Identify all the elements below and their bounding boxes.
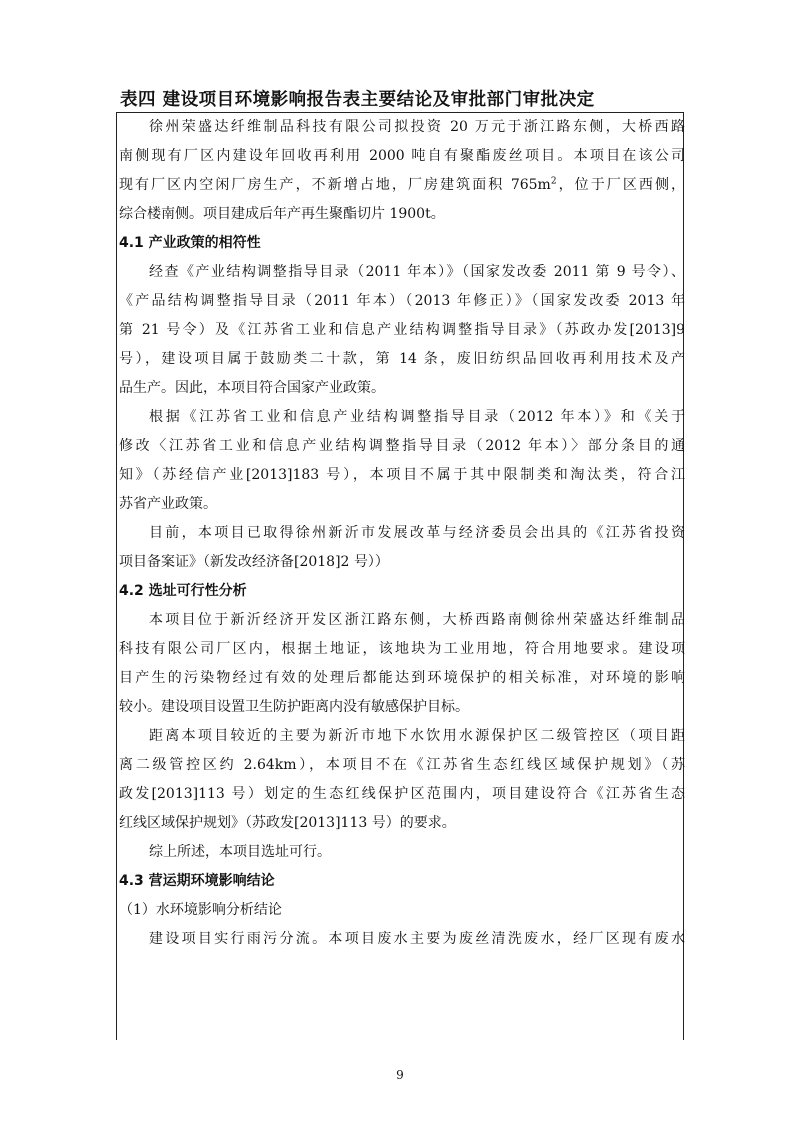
paragraph-line: 目前，本项目已取得徐州新沂市发展改革与经济委员会出具的《江苏省投资 (149, 525, 685, 541)
paragraph-line: 徐州荣盛达纤维制品科技有限公司拟投资 20 万元于浙江路东侧，大桥西路 (149, 119, 685, 135)
section-heading-4-2: 4.2 选址可行性分析 (119, 583, 247, 599)
paragraph-line: 经查《产业结构调整指导目录（2011 年本）》（国家发改委 2011 第 9 号令）、 (149, 264, 685, 280)
table-content (119, 113, 685, 954)
paragraph-line: 目产生的污染物经过有效的处理后都能达到环境保护的相关标准，对环境的影响 (119, 670, 685, 686)
paragraph-line: 苏省产业政策。 (119, 496, 217, 512)
paragraph-line: 建设项目实行雨污分流。本项目废水主要为废丝清洗废水，经厂区现有废水 (149, 931, 685, 947)
section-heading-4-3: 4.3 营运期环境影响结论 (119, 873, 275, 889)
page-number: 9 (396, 1068, 404, 1082)
paragraph-line: 知》（苏经信产业[2013]183 号），本项目不属于其中限制类和淘汰类，符合江 (119, 467, 685, 483)
paragraph-line: 根据《江苏省工业和信息产业结构调整指导目录（2012 年本）》和《关于 (149, 409, 685, 425)
paragraph-line: 现有厂区内空闲厂房生产，不新增占地，厂房建筑面积 $765m^2$，位于厂区西侧， (119, 176, 685, 193)
paragraph-line: 品生产。因此，本项目符合国家产业政策。 (119, 380, 385, 396)
paragraph-line: 红线区域保护规划》（苏政发[2013]113 号）的要求。 (119, 815, 456, 831)
subsection-heading: （1）水环境影响分析结论 (119, 902, 282, 918)
paragraph-line: 号），建设项目属于鼓励类二十款，第 14 条，废旧纺织品回收再利用技术及产 (119, 351, 685, 367)
paragraph-line: 综上所述，本项目选址可行。 (149, 844, 331, 860)
paragraph-line: 科技有限公司厂区内，根据土地证，该地块为工业用地，符合用地要求。建设项 (119, 641, 685, 657)
paragraph-line: 距离本项目较近的主要为新沂市地下水饮用水源保护区二级管控区（项目距 (149, 728, 685, 744)
superscript: 2 (550, 176, 557, 187)
section-title: 表四 建设项目环境影响报告表主要结论及审批部门审批决定 (120, 90, 595, 110)
paragraph-line: 修改〈江苏省工业和信息产业结构调整指导目录（2012 年本）〉部分条目的通 (119, 438, 685, 454)
paragraph-line: 较小。建设项目设置卫生防护距离内没有敏感保护目标。 (119, 699, 469, 715)
paragraph-line: 离二级管控区约 2.64km），本项目不在《江苏省生态红线区域保护规划》（苏 (119, 757, 685, 773)
section-heading-4-1: 4.1 产业政策的相符性 (119, 235, 261, 251)
paragraph-line: 本项目位于新沂经济开发区浙江路东侧，大桥西路南侧徐州荣盛达纤维制品 (149, 612, 685, 628)
paragraph-line: 政发[2013]113 号）划定的生态红线保护区范围内，项目建设符合《江苏省生态 (119, 786, 685, 802)
paragraph-line: 综合楼南侧。项目建成后年产再生聚酯切片 1900t。 (119, 206, 445, 222)
paragraph-line: 《产品结构调整指导目录（2011 年本）（2013 年修正）》（国家发改委 2013 年 (119, 293, 685, 309)
paragraph-line: 第 21 号令）及《江苏省工业和信息产业结构调整指导目录》（苏政办发[2013]9 (119, 322, 685, 338)
paragraph-line: 南侧现有厂区内建设年回收再利用 2000 吨自有聚酯废丝项目。本项目在该公司 (119, 148, 685, 164)
paragraph-line: 项目备案证》（新发改经济备[2018]2 号）） (119, 554, 389, 570)
